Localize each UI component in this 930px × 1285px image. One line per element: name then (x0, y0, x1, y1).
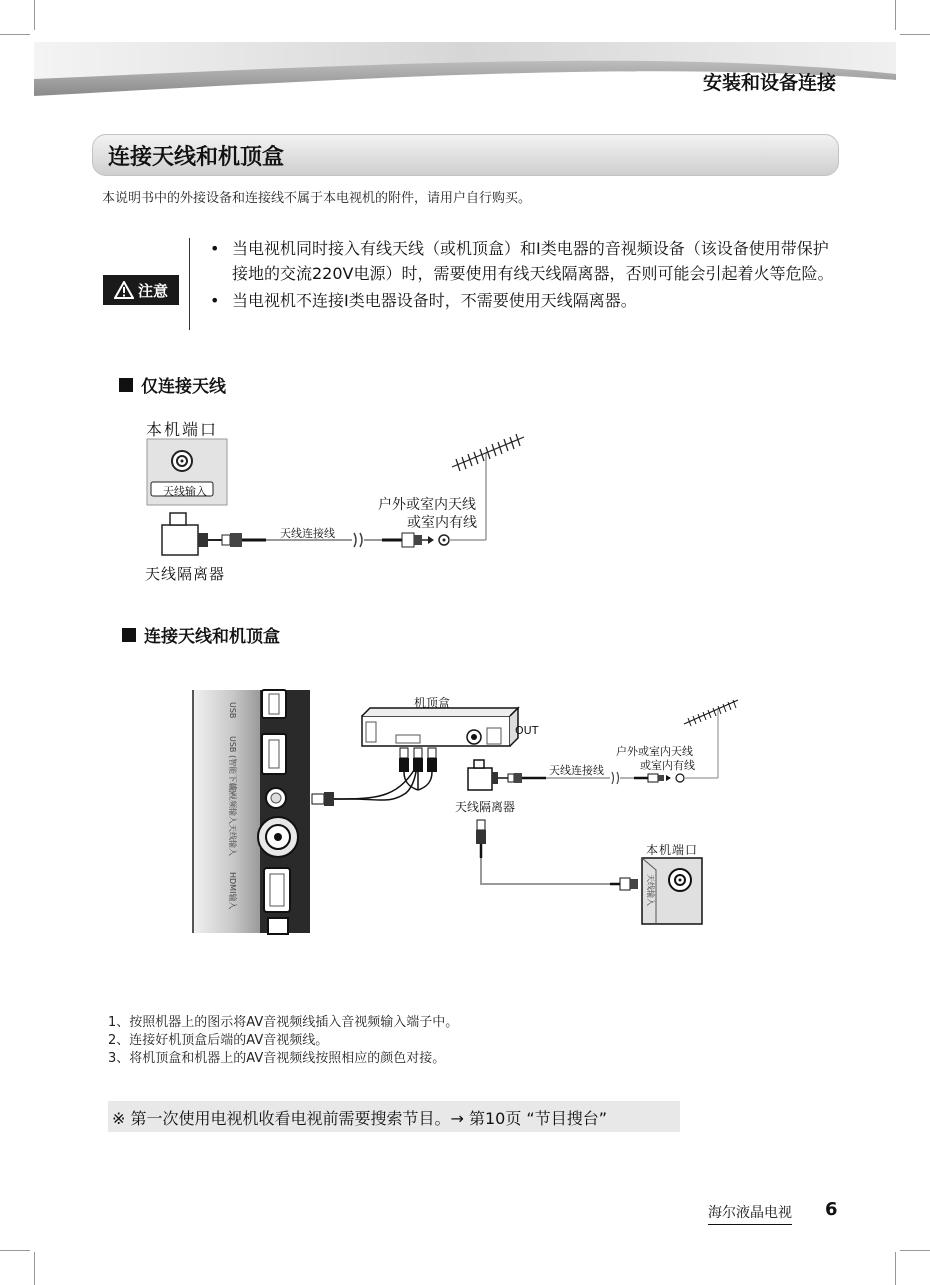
antenna-icon (452, 434, 524, 471)
tv-side-label-ant: 天线输入 (228, 824, 237, 856)
crop-mark (34, 0, 35, 30)
isolator-icon (162, 525, 198, 555)
crop-mark (900, 34, 930, 35)
steps-list (108, 1014, 458, 1068)
intro-text: 本说明书中的外接设备和连接线不属于本电视机的附件，请用户自行购买。 (102, 191, 532, 206)
rca-plug-icon (399, 748, 437, 790)
crop-mark (0, 34, 30, 35)
diagram2-isolator-label: 天线隔离器 (455, 800, 516, 814)
crop-mark (900, 1250, 930, 1251)
port-side-label: 天线输入 (646, 874, 655, 906)
diagram1-heading-text: 仅连接天线 (141, 377, 226, 397)
step-item: 3、将机顶盒和机器上的AV音视频线按照相应的颜色对接。 (108, 1051, 446, 1066)
diagram2-heading-text: 连接天线和机顶盒 (144, 627, 280, 647)
note-bar: ※ 第一次使用电视机收看电视前需要搜索节目。→ 第10页 “节目搜台” (108, 1101, 680, 1132)
step-item: 2、连接好机顶盒后端的AV音视频线。 (108, 1033, 329, 1048)
diagram1-port-title: 本机端口 (146, 420, 219, 439)
tv-side-label-av: 音视频输入 (228, 784, 237, 824)
warning-icon (114, 281, 134, 299)
square-bullet-icon (122, 628, 136, 642)
crop-mark (0, 1250, 30, 1251)
diagram2-out-label: OUT (515, 724, 539, 737)
isolator-icon (468, 768, 492, 790)
footer-brand: 海尔液晶电视 (708, 1202, 792, 1225)
diagram1-cable-label: 天线连接线 (280, 527, 335, 540)
diagram2-cable-label: 天线连接线 (549, 764, 604, 777)
crop-mark (34, 1252, 35, 1285)
tv-side-label-hdmi: HDMI输入 (228, 872, 237, 910)
crop-mark (895, 1252, 896, 1285)
caution-item: • 当电视机同时接入有线天线（或机顶盒）和I类电器的音视频设备（该设备使用带保护接地的交流220V电源）时，需要使用有线天线隔离器，否则可能会引起着火等危险。 (210, 236, 835, 286)
diagram2-antenna-label-1: 户外或室内天线 (616, 745, 693, 758)
page-title: 连接天线和机顶盒 (108, 145, 285, 170)
diagram1-antenna-label-2: 或室内有线 (407, 515, 477, 531)
antenna-icon (684, 700, 738, 726)
diagram1-isolator-label: 天线隔离器 (145, 565, 226, 583)
tv-side-label-usb: USB (228, 702, 237, 719)
tv-side-label-usb2: USB (智能下载) (228, 736, 237, 794)
crop-mark (895, 0, 896, 30)
square-bullet-icon (119, 378, 133, 392)
caution-label: 注意 (137, 281, 168, 300)
tv-side-panel (192, 690, 260, 933)
header-section-title: 安装和设备连接 (702, 72, 836, 94)
diagram1-port-label: 天线输入 (163, 485, 207, 498)
page-number: 6 (825, 1199, 838, 1220)
diagram2-heading (122, 622, 280, 647)
diagram1-heading (119, 372, 226, 397)
caution-item: • 当电视机不连接I类电器设备时，不需要使用天线隔离器。 (210, 288, 835, 313)
diagram2-stb-label: 机顶盒 (414, 696, 451, 710)
diagram2-antenna-label-2: 或室内有线 (640, 759, 695, 772)
step-item: 1、按照机器上的图示将AV音视频线插入音视频输入端子中。 (108, 1015, 459, 1030)
caution-badge (103, 275, 179, 305)
diagram2-port-title: 本机端口 (646, 843, 699, 857)
diagram1-antenna-label-1: 户外或室内天线 (378, 497, 476, 513)
caution-list (210, 236, 835, 313)
caution-divider (189, 238, 190, 330)
